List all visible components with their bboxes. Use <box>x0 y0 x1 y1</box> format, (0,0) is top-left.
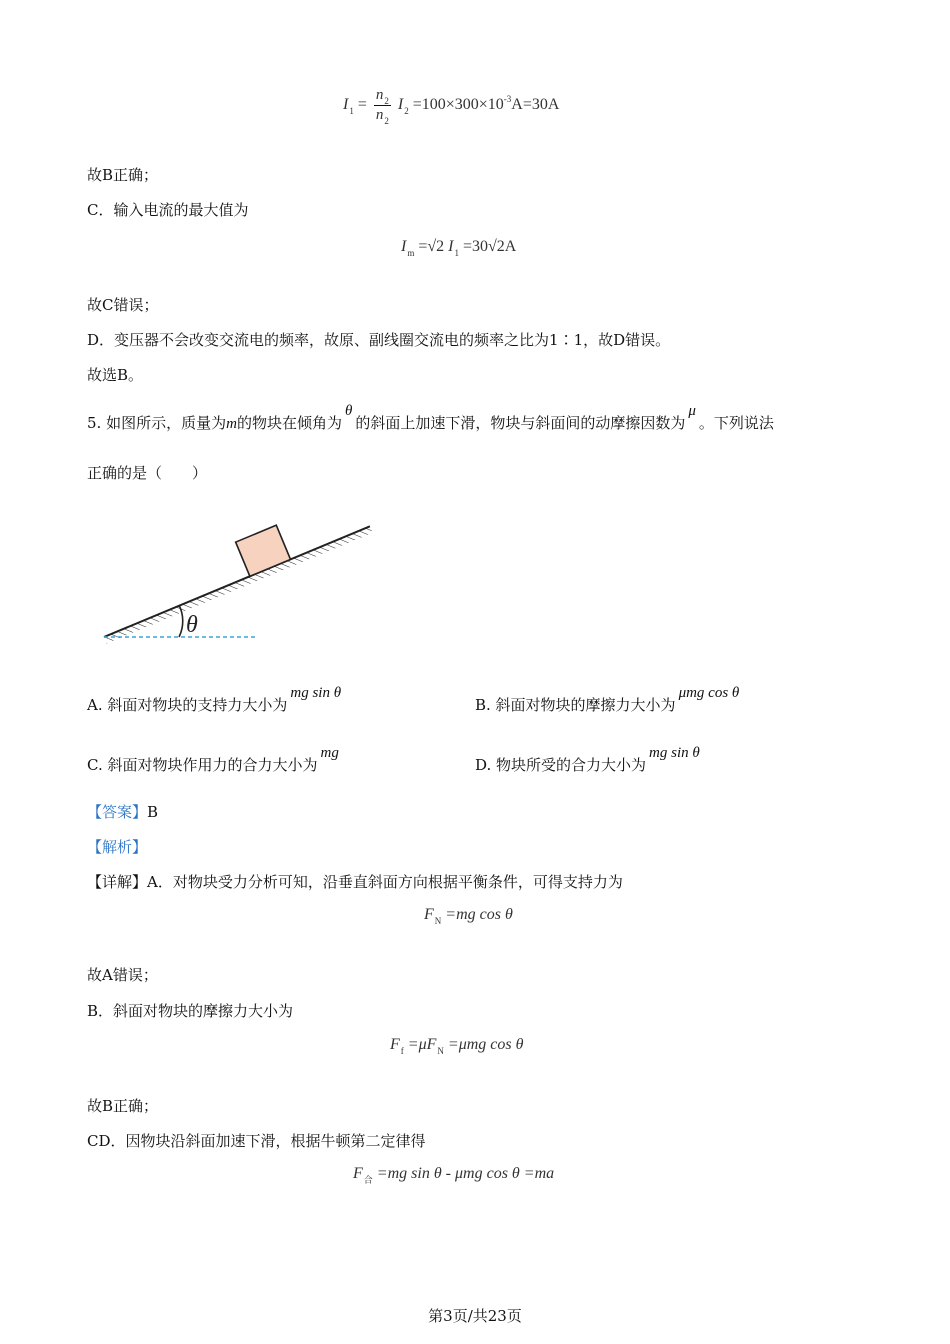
formula-friction: $F_f =\mu F_N =\mu mg$ cos θ <box>390 1036 524 1056</box>
paragraph: 故B正确； <box>87 1097 159 1115</box>
paragraph: CD．因物块沿斜面加速下滑，根据牛顿第二定律得 <box>87 1132 426 1150</box>
question-5-line2: 正确的是（ ） <box>87 464 208 482</box>
incline-figure <box>95 505 380 650</box>
formula-max-current: $I_m =√2$ $I_1 =30√2A$ <box>401 238 517 258</box>
option-a[interactable]: A. 斜面对物块的支持力大小为mg sin θ <box>87 685 342 714</box>
option-d[interactable]: D. 物块所受的合力大小为mg sin θ <box>475 745 700 774</box>
paragraph: 故C错误； <box>87 296 159 314</box>
formula-net-force: $F_合 =mg$ sin θ - μmg cos θ =ma <box>353 1165 555 1185</box>
paragraph: B．斜面对物块的摩擦力大小为 <box>87 1002 294 1020</box>
option-b[interactable]: B. 斜面对物块的摩擦力大小为μmg cos θ <box>475 685 740 714</box>
paragraph: 故A错误； <box>87 966 158 984</box>
question-5-line1: 5. 如图所示，质量为m的物块在倾角为θ的斜面上加速下滑，物块与斜面间的动摩擦因数为μ。下列说法 <box>87 403 774 432</box>
paragraph: C．输入电流的最大值为 <box>87 201 249 219</box>
page-footer: 第3页/共23页 <box>428 1307 522 1325</box>
paragraph: 故B正确； <box>87 166 159 184</box>
formula-current-ratio: $I_1$ = $\frac{n_2}{n_2}$ $I_2 =100\times 300\times 10^{-3}A=30A$ <box>343 87 560 126</box>
option-c[interactable]: C. 斜面对物块作用力的合力大小为mg <box>87 745 339 774</box>
paragraph: D．变压器不会改变交流电的频率，故原、副线圈交流电的频率之比为1∶1，故D错误。 <box>87 331 671 349</box>
paragraph: 故选B。 <box>87 366 144 384</box>
formula-normal-force: $F_N =mg$ cos θ <box>424 906 513 926</box>
angle-label: θ <box>186 612 198 638</box>
fraction: $\frac{n_2}{n_2}$ <box>375 87 389 126</box>
analysis-tag: 【解析】 <box>87 838 148 856</box>
detail: 【详解】A．对物块受力分析可知，沿垂直斜面方向根据平衡条件，可得支持力为 <box>87 873 623 891</box>
answer: 【答案】B <box>87 803 159 821</box>
